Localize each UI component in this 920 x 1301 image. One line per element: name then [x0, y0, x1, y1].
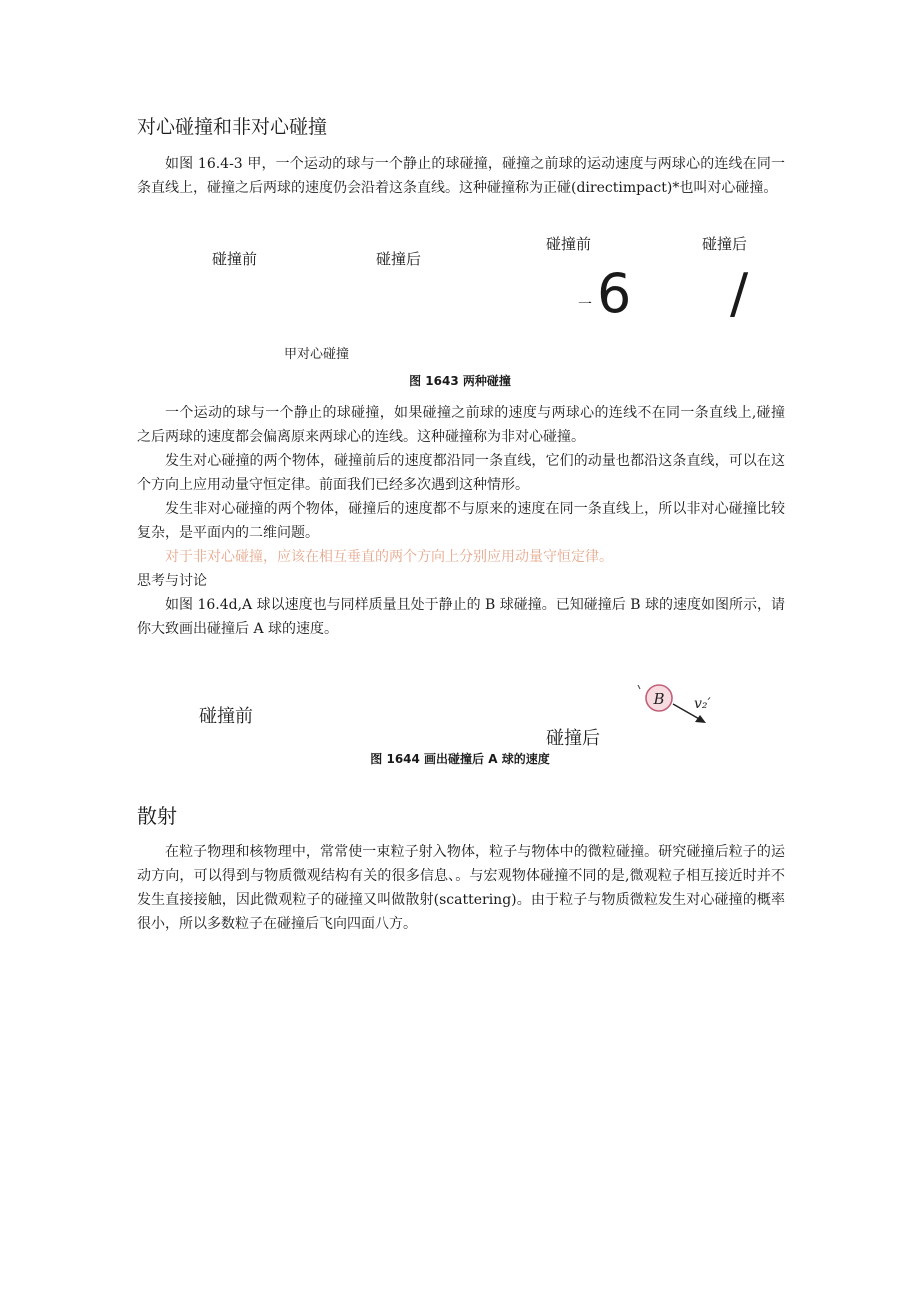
- figure1-large-six: 6: [597, 262, 632, 325]
- ball-label: B: [653, 690, 665, 708]
- figure1-caption: 图 1643 两种碰撞: [409, 374, 511, 388]
- tick-mark: [638, 685, 640, 689]
- figure1-left-after-label: 碰撞后: [376, 250, 422, 268]
- highlighted-conclusion: 对于非对心碰撞，应该在相互垂直的两个方向上分别应用动量守恒定律。: [165, 549, 613, 565]
- intro-paragraph: 如图 16.4-3 甲，一个运动的球与一个静止的球碰撞，碰撞之前球的运动速度与两球心的连线在同一条直线上，碰撞之后两球的速度仍会沿着这条直线。这种碰撞称为正碰(directimpact)*也叫对心碰撞。: [137, 156, 785, 196]
- velocity-label: v₂′: [694, 696, 711, 712]
- figure1-right-after-label: 碰撞后: [702, 235, 748, 253]
- scattering-title: 散射: [137, 804, 177, 828]
- figure1-dash-mark: 一: [578, 297, 592, 313]
- non-central-collision-paragraph: 一个运动的球与一个静止的球碰撞，如果碰撞之前球的速度与两球心的连线不在同一条直线上,碰撞之后两球的速度都会偏离原来两球心的连线。这种碰撞称为非对心碰撞。: [137, 405, 785, 445]
- non-central-complexity-paragraph: 发生非对心碰撞的两个物体，碰撞后的速度都不与原来的速度在同一条直线上，所以非对心碰撞比较复杂，是平面内的二维问题。: [137, 501, 785, 541]
- figure1-right-before-label: 碰撞前: [546, 235, 592, 253]
- discussion-title: 思考与讨论: [137, 573, 207, 589]
- central-collision-paragraph: 发生对心碰撞的两个物体，碰撞前后的速度都沿同一条直线，它们的动量也都沿这条直线，可以在这个方向上应用动量守恒定律。前面我们已经多次遇到这种情形。: [137, 453, 785, 493]
- body-paragraphs: [137, 401, 785, 641]
- figure1-slash-mark: /: [730, 262, 749, 325]
- figure2-before-label: 碰撞前: [199, 706, 253, 727]
- collision-diagram: [630, 678, 720, 734]
- section-title: 对心碰撞和非对心碰撞: [137, 116, 328, 138]
- scattering-paragraph: 在粒子物理和核物理中，常常使一束粒子射入物体，粒子与物体中的微粒碰撞。研究碰撞后粒子的运动方向，可以得到与物质微观结构有关的很多信息、。与宏观物体碰撞不同的是,微观粒子相互接近时并不发生直接接触，因此微观粒子的碰撞又叫做散射(scattering)。由于粒子与物质微粒发生对心碰撞的概率很小，所以多数粒子在碰撞后飞向四面八方。: [137, 844, 785, 932]
- figure1-sub-label: 甲对心碰撞: [284, 347, 350, 362]
- figure2-after-label: 碰撞后: [546, 728, 600, 749]
- velocity-arrow-head-icon: [695, 715, 706, 723]
- discussion-paragraph: 如图 16.4d,A 球以速度也与同样质量且处于静止的 B 球碰撞。已知碰撞后 B 球的速度如图所示，请你大致画出碰撞后 A 球的速度。: [137, 597, 785, 637]
- figure2-caption: 图 1644 画出碰撞后 A 球的速度: [370, 752, 550, 766]
- figure1-left-before-label: 碰撞前: [212, 250, 258, 268]
